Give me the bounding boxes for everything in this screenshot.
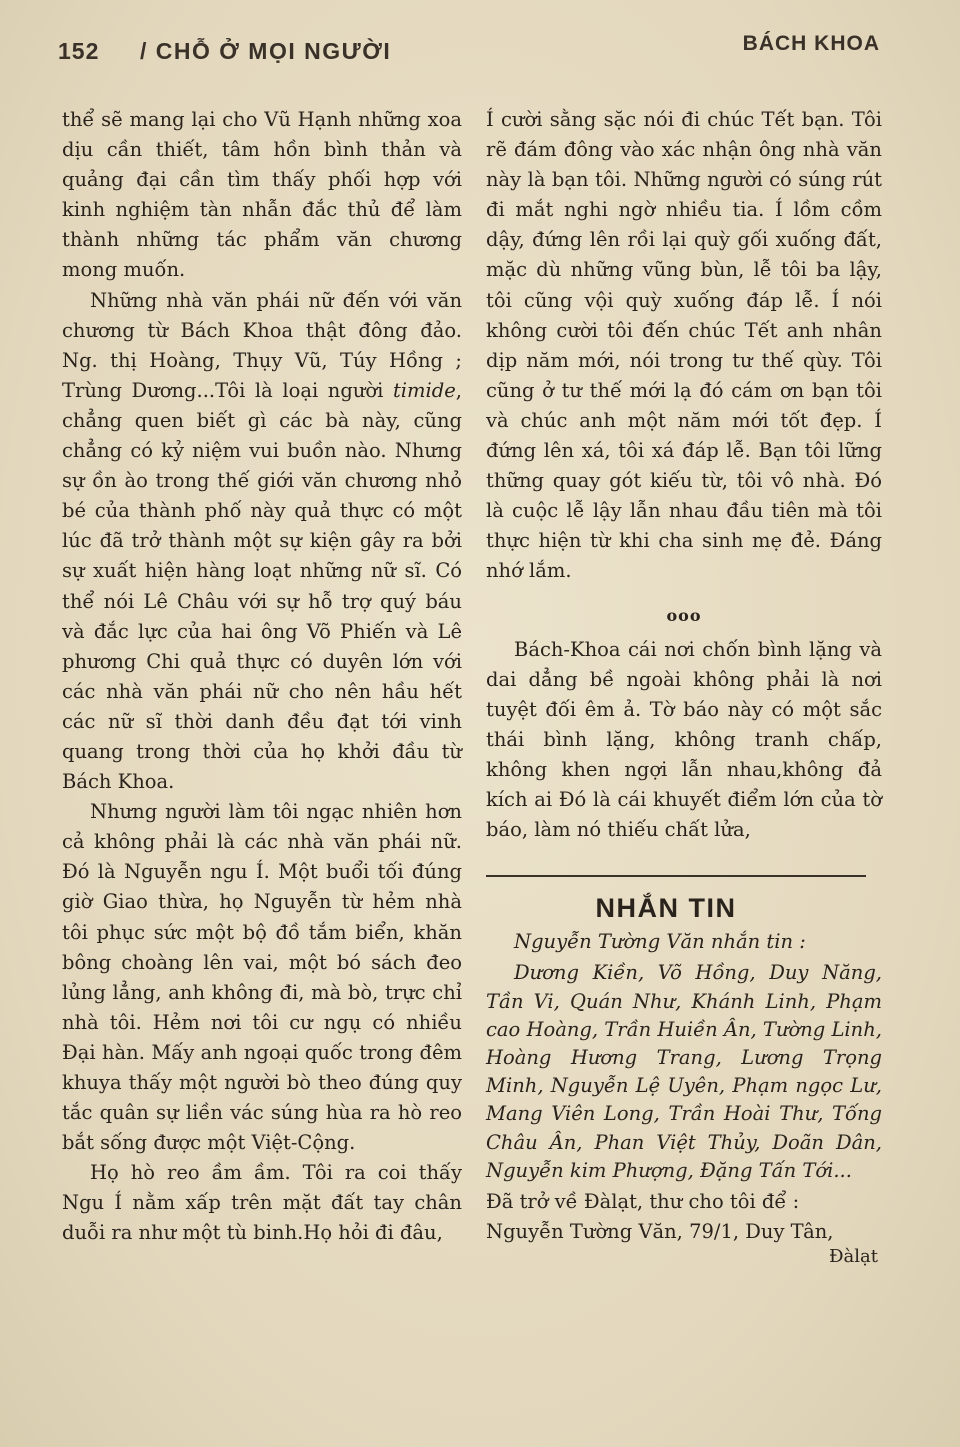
section-separator: ooo: [666, 605, 702, 625]
notice-names: Dương Kiền, Võ Hồng, Duy Năng, Tần Vi, Quán Như, Khánh Linh, Phạm cao Hoàng, Trần Huiền Ân, Tường Linh, Hoàng Hương Trang, Lương Trọng Minh, Nguyễn Lệ Uyên, Phạm ngọc Lư, Mang Viên Long, Trần Hoài Thư, Tống Châu Ân, Phan Việt Thủy, Doãn Dân, Nguyễn kim Phượng, Đặng Tấn Tới...: [486, 961, 882, 1182]
right-column: [486, 105, 882, 1267]
paragraph: Bách-Khoa cái nơi chốn bình lặng và dai dẳng bề ngoài không phải là nơi tuyệt đối êm ả. Tờ báo này có một sắc thái bình lặng, không tranh chấp, không khen ngợi lẫn nhau,không đả kích ai Đó là cái khuyết điểm lớn của tờ báo, làm nó thiếu chất lửa,: [486, 637, 882, 842]
left-column: [62, 105, 462, 1249]
page-number: 152: [58, 38, 100, 64]
text-run: Những nhà văn phái nữ đến với văn chương từ Bách Khoa thật đông đảo. Ng. thị Hoàng, Thụy Vũ, Túy Hồng ; Trùng Dương...Tôi là loại người: [62, 288, 462, 402]
page-header: [58, 30, 880, 70]
paragraph: Í cười sằng sặc nói đi chúc Tết bạn. Tôi rẽ đám đông vào xác nhận ông nhà văn này là bạn tôi. Những người có súng rút đi mắt nghi ngờ nhiều tia. Í lồm cồm dậy, đứng lên rồi lại quỳ gối xuống đất, mặc dù những vũng bùn, lễ tôi ba lậy, tôi cũng vội quỳ xuống đáp lễ. Í nói không cười tôi đến chúc Tết anh nhân dịp năm mới, nói trong tư thế qùy. Tôi cũng ở tư thế mới lạ đó cám ơn bạn tôi và chúc anh một năm mới tốt đẹp. Í đứng lên xá, tôi xá đáp lễ. Bạn tôi lững thững quay gót kiếu từ, tôi vô nhà. Đó là cuộc lễ lậy lẫn nhau đầu tiên mà tôi thực hiện từ khi cha sinh mẹ đẻ. Đáng nhớ lắm.: [486, 108, 882, 583]
notice-place: Đàlạt: [829, 1246, 878, 1268]
notice-box: [486, 893, 882, 1267]
notice-footer: Đã trở về Đàlạt, thư cho tôi để : Nguyễn Tường Văn, 79/1, Duy Tân,: [486, 1190, 834, 1244]
paragraph: Họ hò reo ầm ầm. Tôi ra coi thấy Ngu Í nằm xấp trên mặt đất tay chân duỗi ra như một tù binh.Họ hỏi đi đâu,: [62, 1161, 462, 1245]
italic-word: timide: [392, 378, 456, 402]
paragraph: Nhưng người làm tôi ngạc nhiên hơn cả không phải là các nhà văn phái nữ. Đó là Nguyễn ngu Í. Một buổi tối đúng giờ Giao thừa, họ Nguyễn từ hẻm nhà tôi phục sức một bộ đồ tắm biển, khăn bông choàng lên vai, một bó sách đeo lủng lẳng, anh không đi, mà bò, trực chỉ nhà tôi. Hẻm nơi tôi cư ngụ có nhiều Đại hàn. Mấy anh ngoại quốc trong đêm khuya thấy một người bò theo đúng quy tắc quân sự liền vác súng hùa ra hò reo bắt sống được một Việt-Cộng.: [62, 800, 462, 1155]
text-run: , chẳng quen biết gì các bà này, cũng chẳng có kỷ niệm vui buồn nào. Nhưng sự ồn ào trong thế giới văn chương nhỏ bé của thành phố này quả thực có một lúc đã trở thành một sự kiện gây ra bởi sự xuất hiện hàng loạt những nữ sĩ. Có thể nói Lê Châu với sự hỗ trợ quý báu và đắc lực của hai ông Võ Phiến và Lê phương Chi quả thực có duyên lớn với các nhà văn phái nữ cho nên hầu hết các nữ sĩ thời danh đều đạt tới vinh quang trong thời của họ khởi đầu từ Bách Khoa.: [62, 378, 462, 794]
magazine-name: BÁCH KHOA: [742, 32, 880, 55]
paragraph: [62, 286, 462, 798]
divider-rule: [486, 875, 866, 877]
notice-lead: Nguyễn Tường Văn nhắn tin :: [514, 930, 806, 954]
running-title: / CHỖ Ở MỌI NGƯỜI: [140, 38, 392, 64]
notice-title: NHẮN TIN: [595, 893, 737, 924]
paragraph: thể sẽ mang lại cho Vũ Hạnh những xoa dịu cần thiết, tâm hồn bình thản và quảng đại cần tìm thấy phối hợp với kinh nghiệm tàn nhẫn đắc thủ để làm thành những tác phẩm văn chương mong muốn.: [62, 108, 462, 282]
